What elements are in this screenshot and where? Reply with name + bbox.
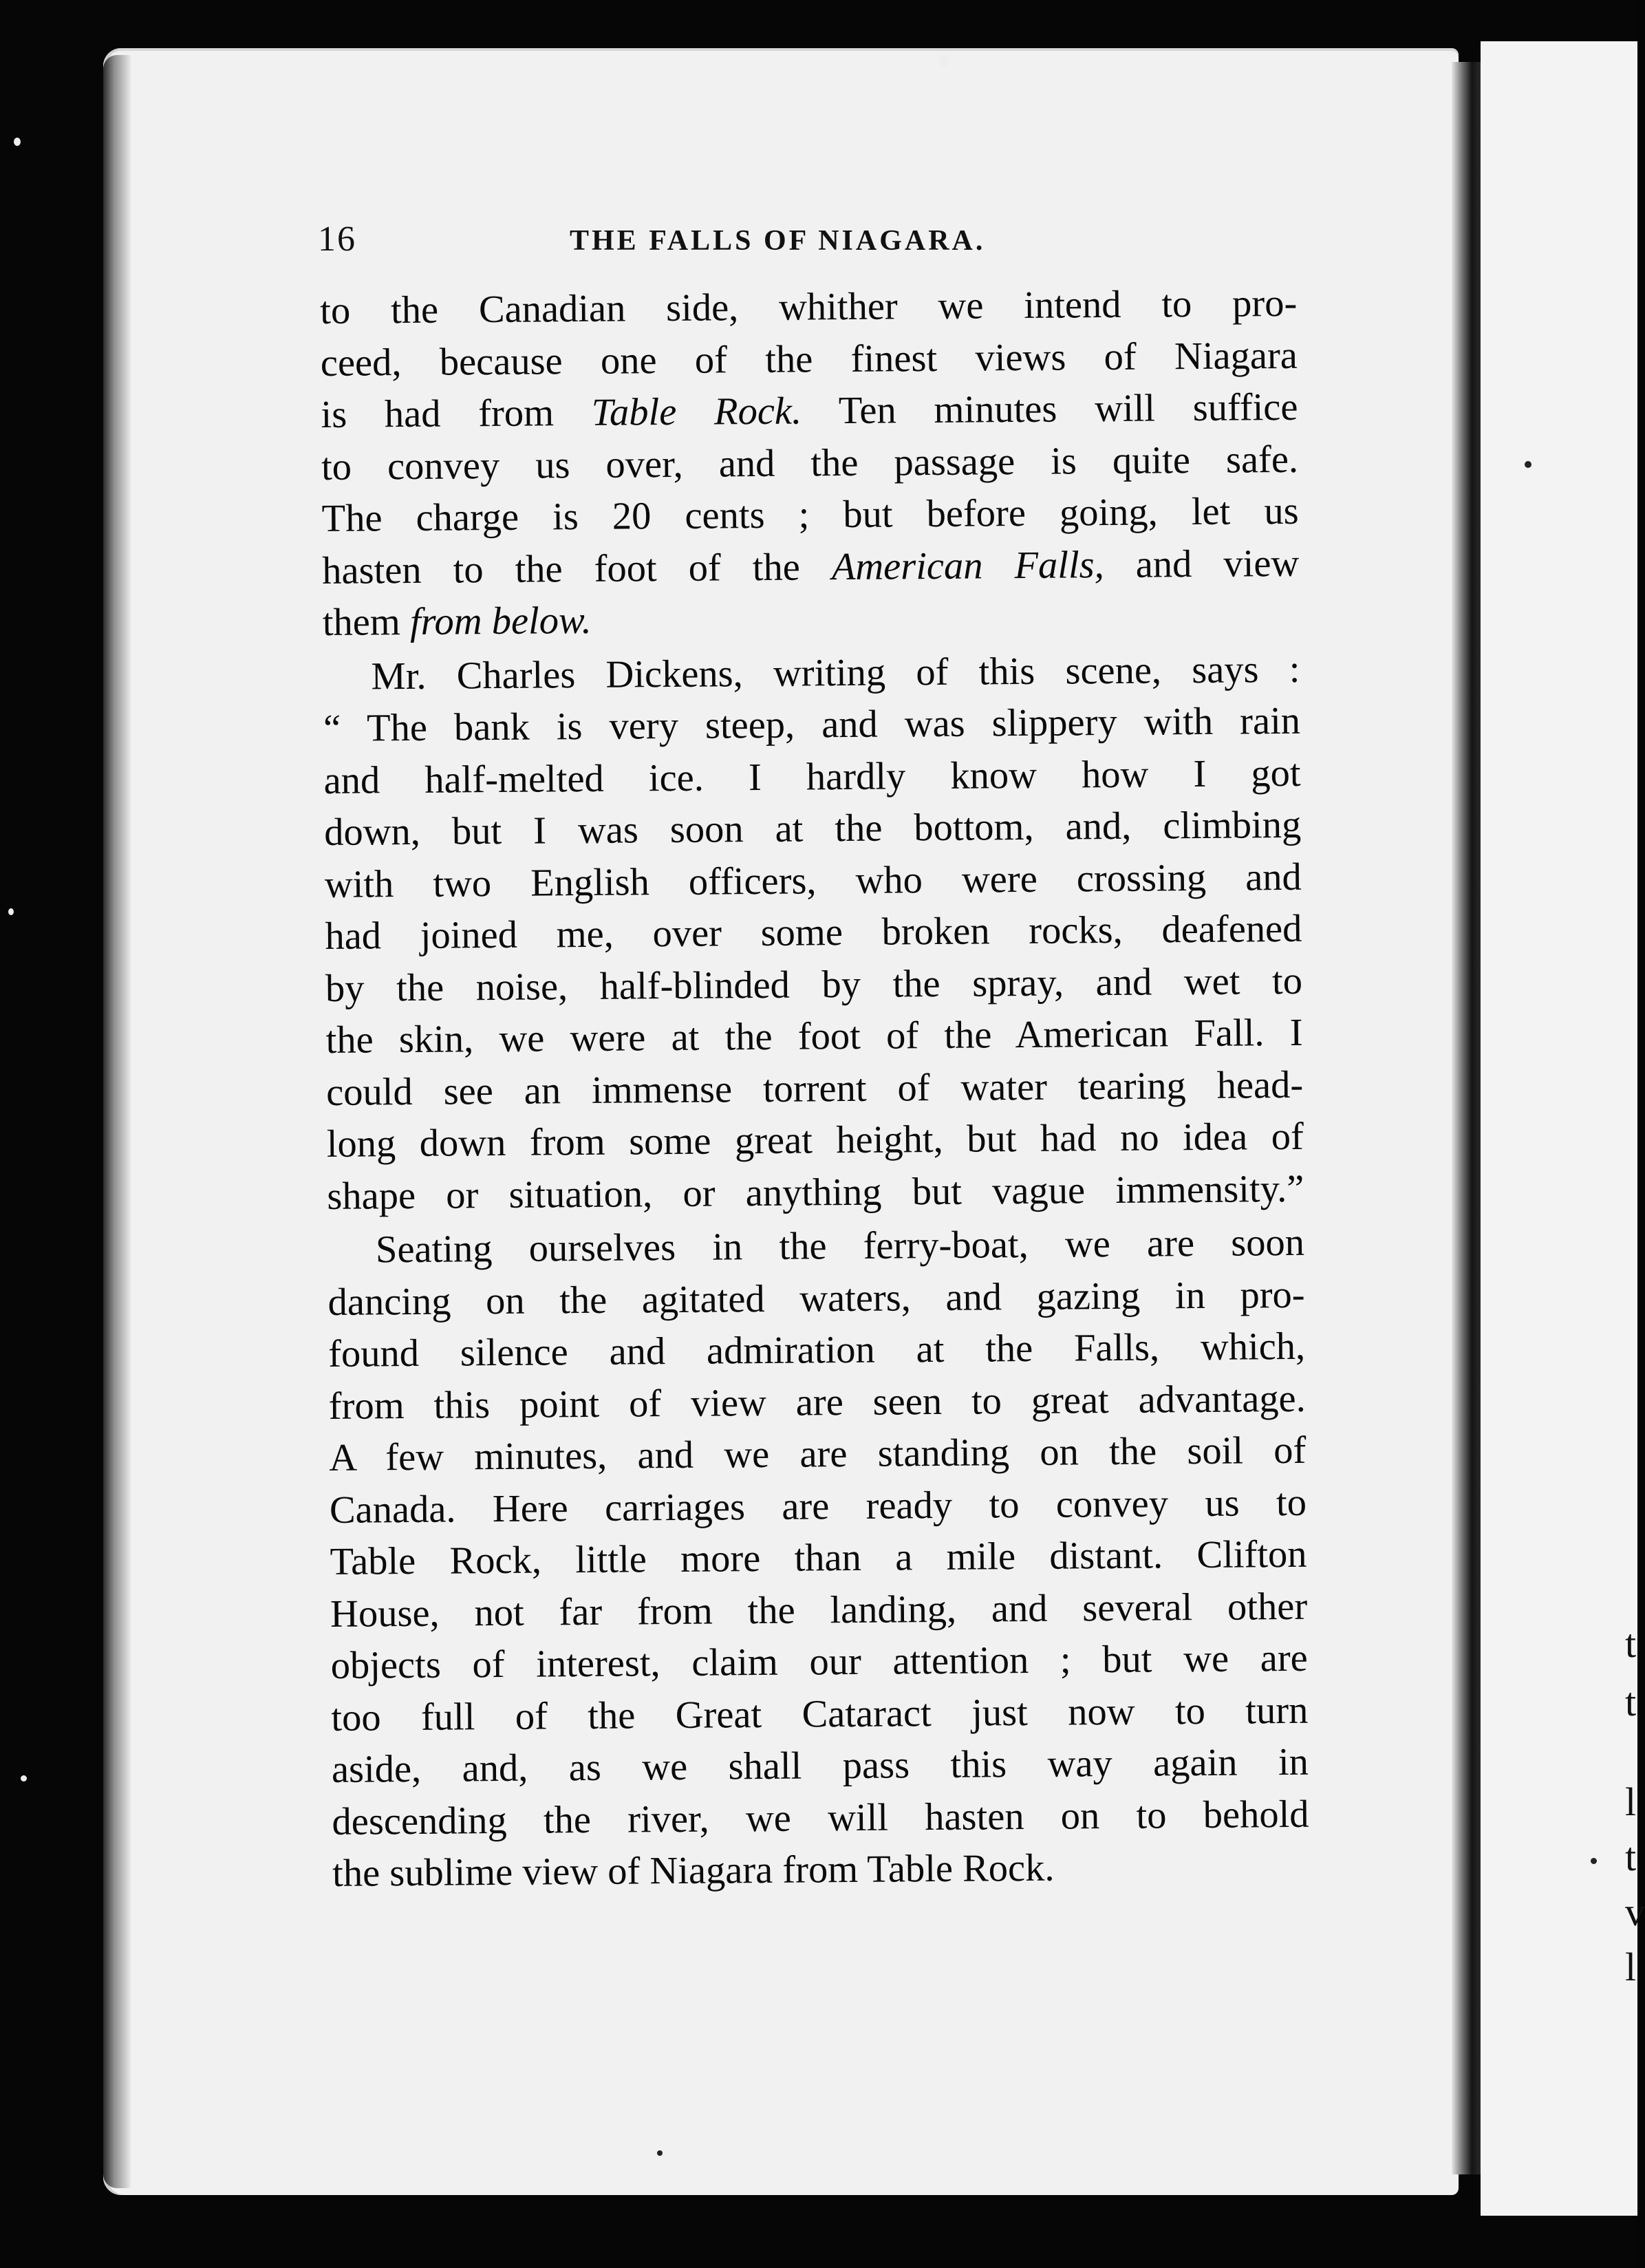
- text-run: them: [322, 600, 411, 644]
- text-line: long down from some great height, but had no idea of: [326, 1115, 1304, 1166]
- text-line: descending the river, we will hasten on to behold: [332, 1793, 1309, 1843]
- text-run: hasten to the foot of the: [322, 545, 832, 592]
- text-line: objects of interest, claim our attention ; but we are: [330, 1636, 1308, 1687]
- text-line: found silence and admiration at the Falls, which,: [327, 1325, 1306, 1376]
- text-line: A few minutes, and we are standing on the soil of: [329, 1429, 1307, 1479]
- facing-page-fragment: t: [1625, 1680, 1637, 1724]
- text-line: [323, 590, 1300, 650]
- text-line: Canada. Here carriages are ready to convey us to: [329, 1481, 1307, 1532]
- text-line: shape or situation, or anything but vague immensity.”: [327, 1167, 1304, 1218]
- text-line: and half-melted ice. I hardly know how I got: [323, 751, 1301, 802]
- text-line: House, not far from the landing, and several other: [330, 1585, 1308, 1636]
- book-gutter: [1452, 62, 1481, 2174]
- running-head: THE FALLS OF NIAGARA.: [570, 225, 986, 257]
- facing-page-sliver: [1481, 41, 1645, 2216]
- facing-page-fragment: l: [1625, 1779, 1637, 1824]
- paragraph-2: [323, 643, 1304, 1223]
- text-line: The charge is 20 cents ; but before going, let us: [321, 489, 1299, 540]
- text-line: ceed, because one of the finest views of Niagara: [320, 334, 1298, 385]
- text-line: had joined me, over some broken rocks, deafened: [325, 907, 1302, 958]
- text-line: by the noise, half-blinded by the spray, and wet to: [325, 959, 1303, 1010]
- scan-speck: [1591, 1858, 1597, 1864]
- paragraph-3: [327, 1217, 1310, 1901]
- text-line: Seating ourselves in the ferry-boat, we are soon: [375, 1221, 1305, 1272]
- scan-speck: [939, 55, 949, 67]
- text-line: down, but I was soon at the bottom, and, climbing: [324, 803, 1302, 854]
- facing-page-fragment: t: [1625, 1834, 1637, 1879]
- text-line: with two English officers, who were crossing and: [324, 855, 1302, 906]
- text-run: is had from: [321, 391, 592, 436]
- paragraph-1: [320, 278, 1300, 650]
- italic-run: from below.: [409, 599, 592, 643]
- text-line: the sublime view of Niagara from Table Rock.: [332, 1846, 1055, 1895]
- text-line: Mr. Charles Dickens, writing of this scene, says :: [371, 648, 1300, 698]
- text-line: dancing on the agitated waters, and gazing in pro-: [327, 1273, 1305, 1324]
- text-line: too full of the Great Cataract just now to turn: [331, 1689, 1309, 1740]
- scan-speck: [8, 908, 14, 915]
- page-number: 16: [318, 220, 356, 259]
- italic-run: Table Rock.: [591, 389, 802, 434]
- text-line: to the Canadian side, whither we intend to pro-: [320, 281, 1298, 332]
- text-line: from this point of view are seen to great advantage.: [328, 1377, 1306, 1428]
- text-line: aside, and, as we shall pass this way again in: [331, 1740, 1309, 1791]
- facing-page-fragment: t: [1625, 1621, 1637, 1666]
- text-line: could see an immense torrent of water tearing head-: [325, 1063, 1304, 1114]
- scan-speck: [14, 138, 21, 146]
- scan-speck: [21, 1775, 27, 1782]
- facing-page-fragment: v: [1625, 1890, 1645, 1934]
- scan-speck: [1525, 461, 1531, 468]
- text-run: Ten minutes will suffice: [801, 385, 1298, 433]
- text-line: the skin, we were at the foot of the American Fall. I: [325, 1011, 1303, 1062]
- scan-speck: [657, 2150, 663, 2156]
- page-edge: [103, 55, 131, 2188]
- text-line: “ The bank is very steep, and was slippery with rain: [323, 699, 1301, 750]
- text-line: [321, 382, 1298, 442]
- text-run: and view: [1104, 542, 1300, 586]
- text-line: Table Rock, little more than a mile distant. Clifton: [330, 1532, 1307, 1583]
- body-text: [320, 278, 1309, 1901]
- text-line: [322, 537, 1300, 597]
- text-line: to convey us over, and the passage is quite safe.: [321, 438, 1299, 489]
- facing-page-fragment: l: [1625, 1945, 1637, 1989]
- italic-run: American Falls,: [831, 543, 1104, 588]
